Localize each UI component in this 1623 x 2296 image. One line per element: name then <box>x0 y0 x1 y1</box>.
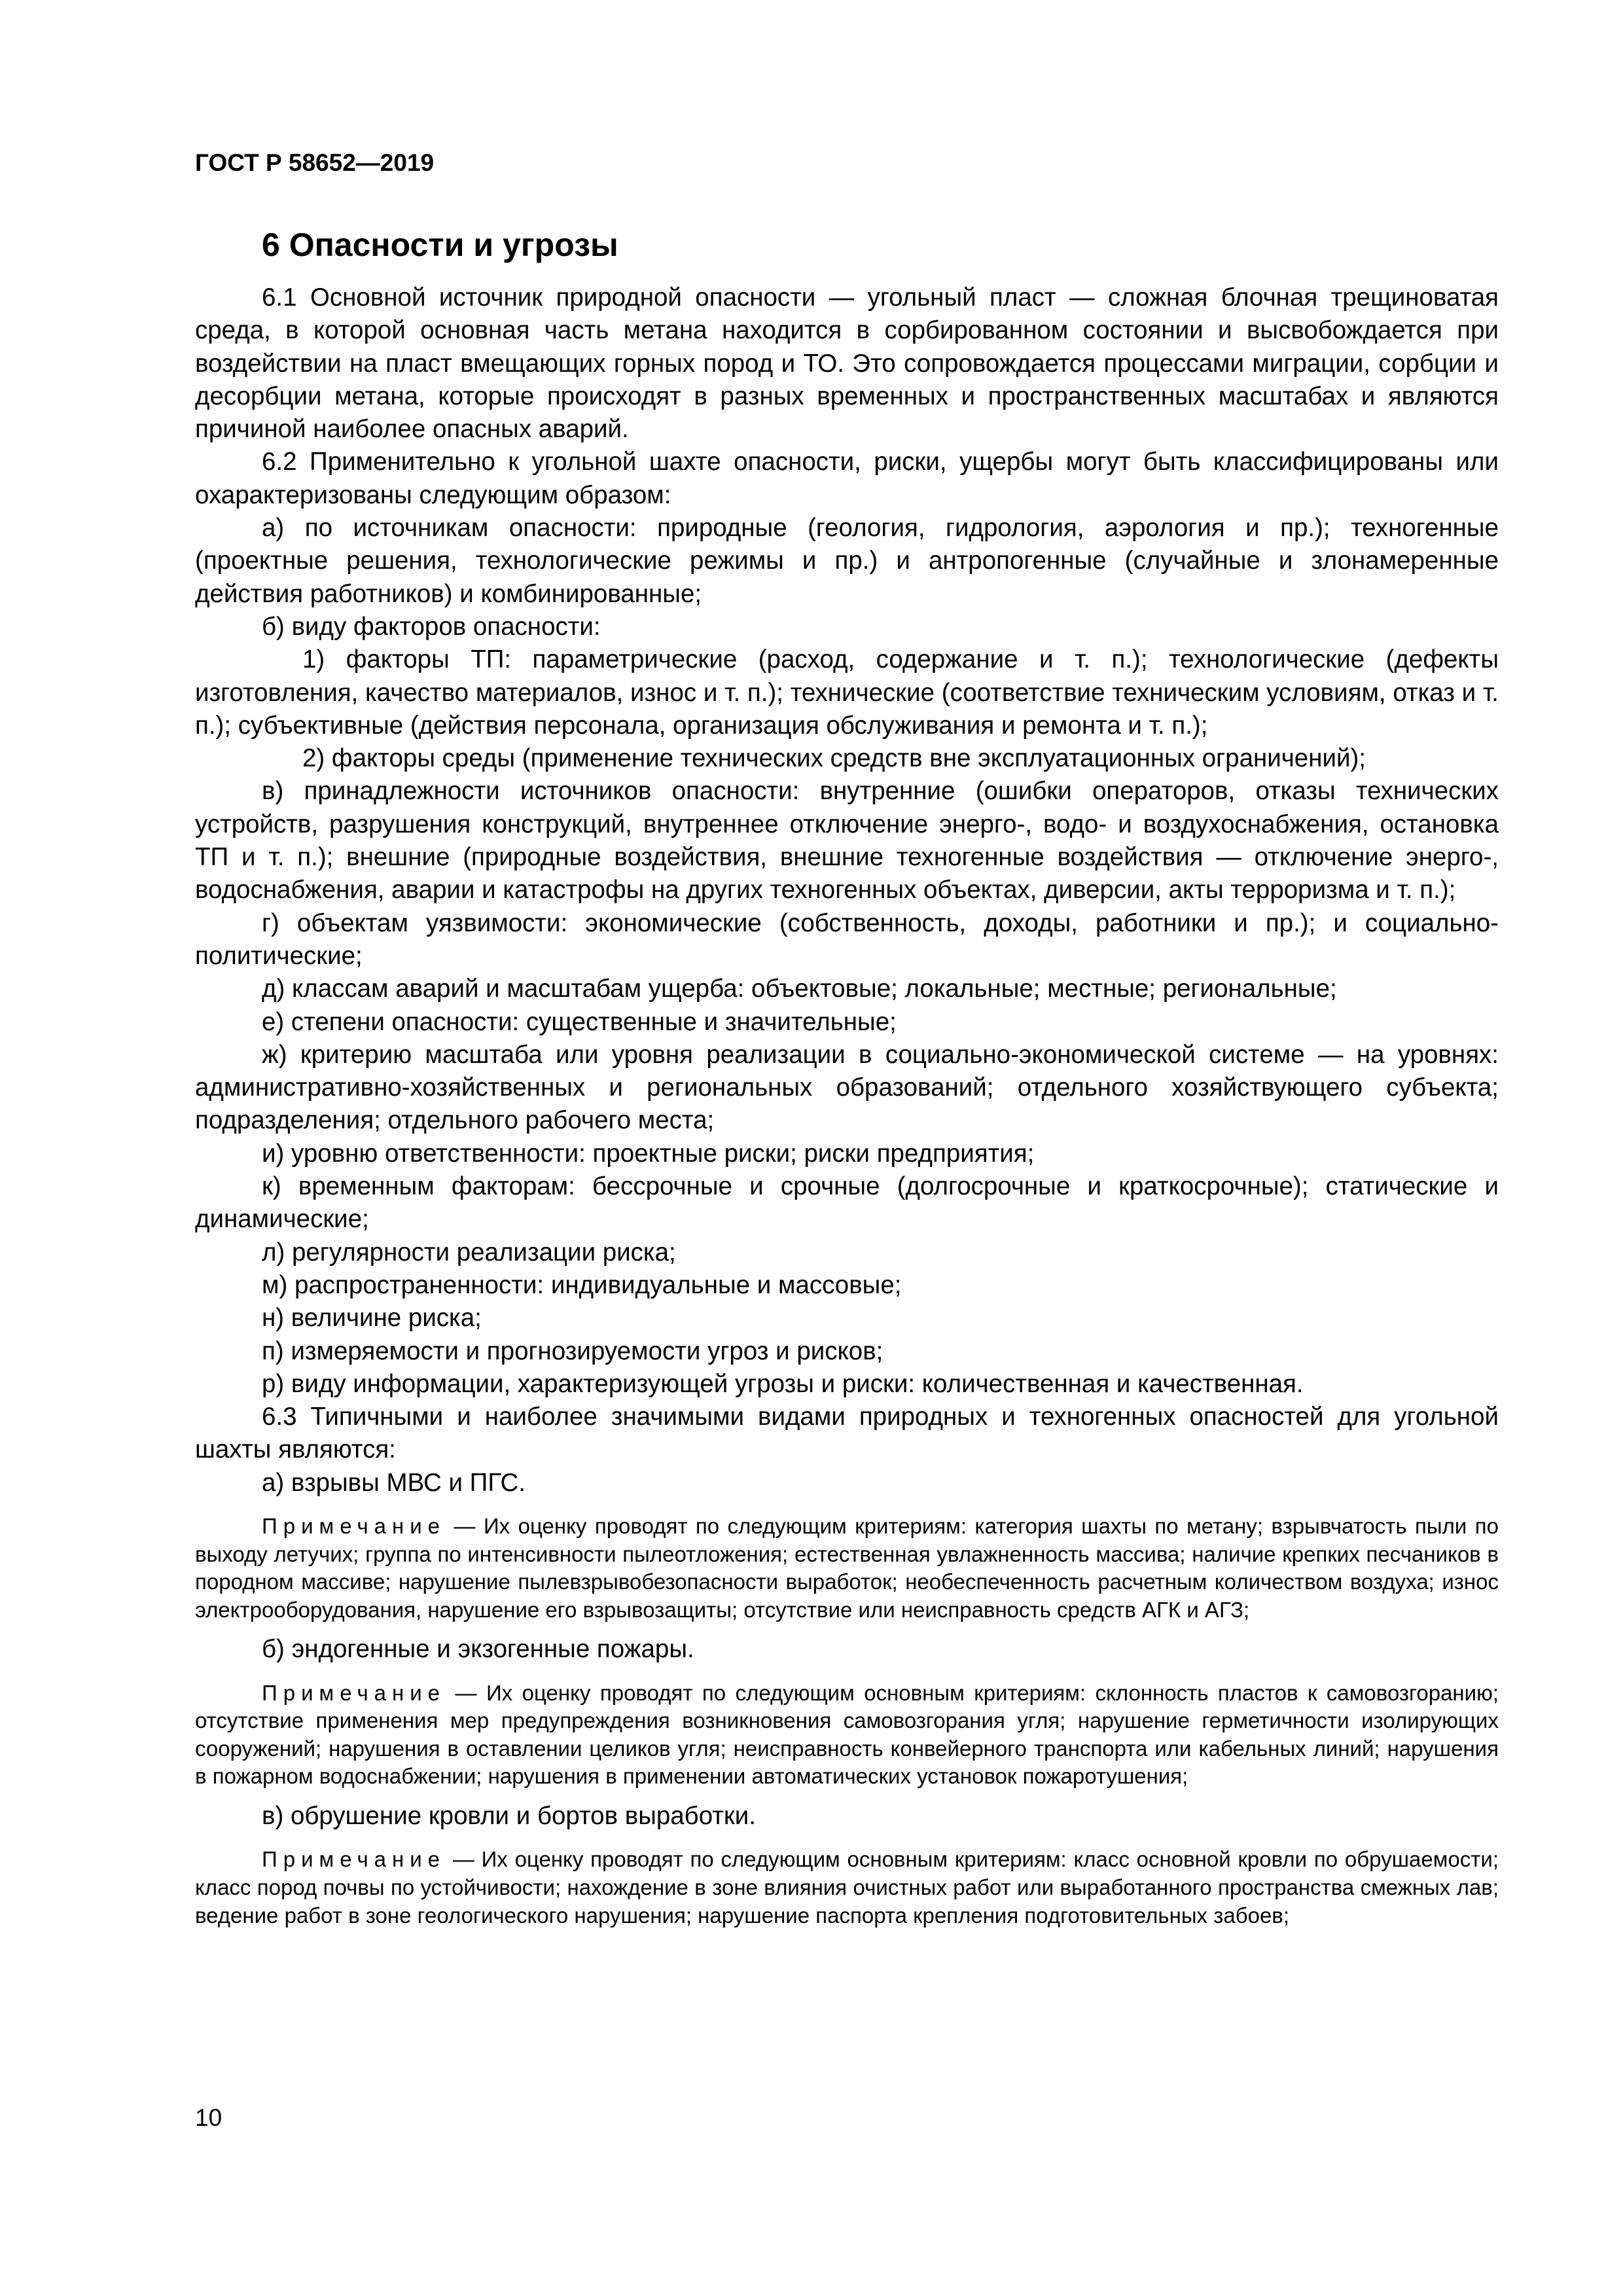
document-body <box>195 281 1499 1939</box>
note-text: — Их оценку проводят по следующим критериям: категория шахты по метану; взрывчатость пыли по выходу летучих; группа по интенсивности пылеотложения; естественная увлажненность массива; наличие крепких песчаников в породном массиве; нарушение пылевзрывобезопасности выработок; необеспеченность расчетным количеством воздуха; износ электрооборудования, нарушение его взрывозащиты; отсутствие или неисправность средств АГК и АГЗ; <box>195 1513 1499 1622</box>
note-3 <box>195 1846 1499 1929</box>
hazard-item-v: в) обрушение кровли и бортов выработки. <box>262 1802 756 1831</box>
page-number: 10 <box>195 2104 223 2131</box>
note-text: — Их оценку проводят по следующим основным критериям: класс основной кровли по обрушаемости; класс пород почвы по устойчивости; нахождение в зоне влияния очистных работ или выработанного пространства смежных лав; ведение работ в зоне геологического нарушения; нарушение паспорта крепления подготовительных забоев; <box>195 1847 1499 1928</box>
list-item-n: н) величине риска; <box>262 1304 482 1333</box>
list-item-a: а) по источникам опасности: природные (геология, гидрология, аэрология и пр.); техногенные (проектные решения, технологические режимы и пр.) и антропогенные (случайные и злонамеренные действия работников) и комбинированные; <box>195 514 1499 608</box>
list-item-r: р) виду информации, характеризующей угрозы и риски: количественная и качественная. <box>262 1369 1304 1398</box>
list-item-m: м) распространенности: индивидуальные и массовые; <box>262 1270 902 1299</box>
hazard-item-a: а) взрывы МВС и ПГС. <box>262 1468 526 1497</box>
note-label: Примечание <box>262 1847 446 1872</box>
note-1 <box>195 1513 1499 1624</box>
section-title: 6 Опасности и угрозы <box>262 226 618 263</box>
list-item-v: в) принадлежности источников опасности: внутренние (ошибки операторов, отказы технических устройств, разрушения конструкций, внутреннее отключение энерго-, водо- и воздухоснабжения, остановка ТП и т. п.); внешние (природные воздействия, внешние техногенные воздействия — отключение энерго-, водоснабжения, аварии и катастрофы на других техногенных объектах, диверсии, акты терроризма и т. п.); <box>195 777 1499 905</box>
document-header: ГОСТ Р 58652—2019 <box>195 149 435 176</box>
list-item-k: к) временным факторам: бессрочные и срочные (долгосрочные и краткосрочные); статические и динамические; <box>195 1172 1499 1234</box>
note-2 <box>195 1679 1499 1791</box>
list-item-l: л) регулярности реализации риска; <box>262 1238 676 1266</box>
paragraph-6-2: 6.2 Применительно к угольной шахте опасности, риски, ущербы могут быть классифицированы или охарактеризованы следующим образом: <box>195 448 1499 509</box>
list-item-zh: ж) критерию масштаба или уровня реализации в социально-экономической системе — на уровнях: административно-хозяйственных и региональных образований; отдельного хозяйствующего субъекта; подразделения; отдельного рабочего места; <box>195 1040 1499 1135</box>
hazard-item-b: б) эндогенные и экзогенные пожары. <box>262 1635 694 1664</box>
list-item-p: п) измеряемости и прогнозируемости угроз и рисков; <box>262 1336 883 1365</box>
sub-item-2: 2) факторы среды (применение технических средств вне эксплуатационных ограничений); <box>302 744 1366 773</box>
list-item-i: и) уровню ответственности: проектные риски; риски предприятия; <box>262 1139 1035 1168</box>
list-item-g: г) объектам уязвимости: экономические (собственность, доходы, работники и пр.); и социально-политические; <box>195 908 1499 970</box>
list-item-e: е) степени опасности: существенные и значительные; <box>262 1007 897 1036</box>
note-label: Примечание <box>262 1680 446 1705</box>
list-item-b: б) виду факторов опасности: <box>262 612 601 641</box>
list-item-d: д) классам аварий и масштабам ущерба: объектовые; локальные; местные; региональные; <box>262 975 1337 1003</box>
note-text: — Их оценку проводят по следующим основным критериям: склонность пластов к самовозгоранию; отсутствие применения мер предупреждения возникновения самовозгорания угля; нарушение герметичности изолирующих сооружений; нарушения в оставлении целиков угля; неисправность конвейерного транспорта или кабельных линий; нарушения в пожарном водоснабжении; нарушения в применении автоматических установок пожаротушения; <box>195 1680 1499 1789</box>
note-label: Примечание <box>262 1513 446 1538</box>
paragraph-6-1: 6.1 Основной источник природной опасности — угольный пласт — сложная блочная трещиноватая среда, в которой основная часть метана находится в сорбированном состоянии и высвобождается при воздействии на пласт вмещающих горных пород и ТО. Это сопровождается процессами миграции, сорбции и десорбции метана, которые происходят в разных временных и пространственных масштабах и являются причиной наиболее опасных аварий. <box>195 283 1499 444</box>
sub-item-1: 1) факторы ТП: параметрические (расход, содержание и т. п.); технологические (дефекты изготовления, качество материалов, износ и т. п.); технические (соответствие техническим условиям, отказ и т. п.); субъективные (действия персонала, организация обслуживания и ремонта и т. п.); <box>195 645 1499 740</box>
paragraph-6-3: 6.3 Типичными и наиболее значимыми видами природных и техногенных опасностей для угольной шахты являются: <box>195 1403 1499 1464</box>
